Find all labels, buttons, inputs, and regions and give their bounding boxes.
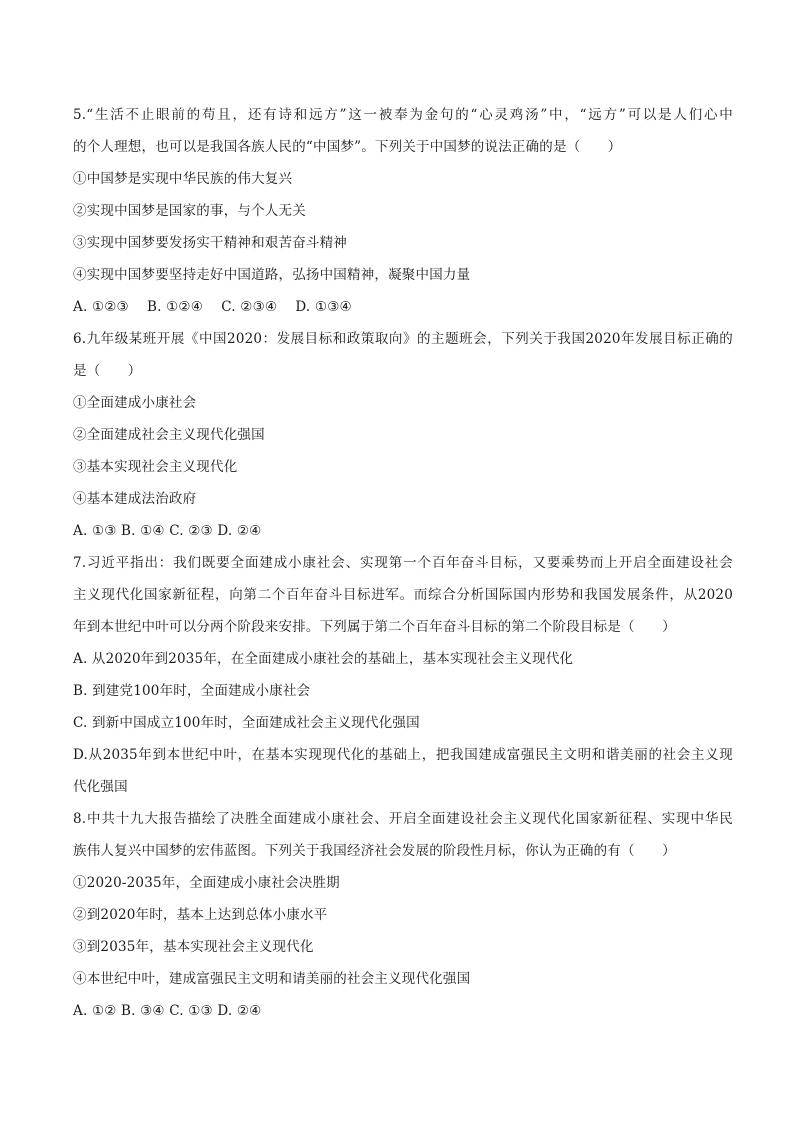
question-6 — [73, 323, 733, 547]
statement-item: ③到2035年，基本实现社会主义现代化 — [73, 939, 314, 955]
question-stem-line: 7.习近平指出：我们既要全面建成小康社会、实现第一个百年奋斗目标，又要乘势而上开启全面建设社会 — [73, 555, 733, 571]
option-item: B. 到建党100年时，全面建成小康社会 — [73, 683, 311, 699]
statement-item: ①中国梦是实现中华民族的伟大复兴 — [73, 171, 293, 187]
statement-item: ②全面建成社会主义现代化强国 — [73, 427, 265, 443]
statement-item: ②到2020年时，基本上达到总体小康水平 — [73, 907, 328, 923]
question-8 — [73, 803, 733, 1027]
question-stem-line: 5.“生活不止眼前的苟且，还有诗和远方”这一被奉为金句的“心灵鸡汤”中，“远方”可以是人们心中 — [73, 107, 733, 123]
statement-item: ①全面建成小康社会 — [73, 395, 197, 411]
question-stem-line: 年到本世纪中叶可以分两个阶段来安排。下列属于第二个百年奋斗目标的第二个阶段目标是（ ） — [73, 619, 676, 635]
option-item-continuation: 代化强国 — [73, 779, 128, 795]
option-item: D.从2035年到本世纪中叶，在基本实现现代化的基础上，把我国建成富强民主文明和谐美丽的社会主义现 — [73, 747, 733, 763]
statement-item: ④本世纪中叶，建成富强民主文明和请美丽的社会主义现代化强国 — [73, 971, 471, 987]
question-stem-line: 8.中共十九大报告描绘了决胜全面建成小康社会、开启全面建设社会主义现代化国家新征程、实现中华民 — [73, 811, 733, 827]
question-stem-line: 的个人理想，也可以是我国各族人民的“中国梦”。下列关于中国梦的说法正确的是（ ） — [73, 139, 622, 155]
question-7 — [73, 547, 733, 803]
question-list — [73, 99, 733, 1027]
statement-item: ③基本实现社会主义现代化 — [73, 459, 238, 475]
option-item: A. 从2020年到2035年，在全面建成小康社会的基础上，基本实现社会主义现代化 — [73, 651, 574, 667]
answer-options: A. ①② B. ③④ C. ①③ D. ②④ — [73, 1003, 262, 1019]
question-stem-line: 族伟人复兴中国梦的宏伟蓝图。下列关于我国经济社会发展的阶段性月标，你认为正确的有（ ） — [73, 843, 676, 859]
question-stem-line: 主义现代化国家新征程，向第二个百年奋斗目标进军。而综合分析国际国内形势和我国发展条件，从2020 — [73, 587, 733, 603]
question-stem-line: 6.九年级某班开展《中国2020：发展目标和政策取向》的主题班会，下列关于我国2020年发展目标正确的 — [73, 331, 733, 347]
question-5 — [73, 99, 733, 323]
answer-options: A. ①③ B. ①④ C. ②③ D. ②④ — [73, 523, 262, 539]
statement-item: ④实现中国梦要坚持走好中国道路，弘扬中国精神，凝聚中国力量 — [73, 267, 471, 283]
statement-item: ④基本建成法治政府 — [73, 491, 197, 507]
option-item: C. 到新中国成立100年时，全面建成社会主义现代化强国 — [73, 715, 420, 731]
answer-options: A. ①②③ B. ①②④ C. ②③④ D. ①③④ — [73, 299, 352, 315]
statement-item: ②实现中国梦是国家的事，与个人无关 — [73, 203, 306, 219]
question-stem-line: 是（ ） — [73, 363, 142, 379]
statement-item: ①2020-2035年，全面建成小康社会决胜期 — [73, 875, 340, 891]
statement-item: ③实现中国梦要发扬实干精神和艰苦奋斗精神 — [73, 235, 347, 251]
